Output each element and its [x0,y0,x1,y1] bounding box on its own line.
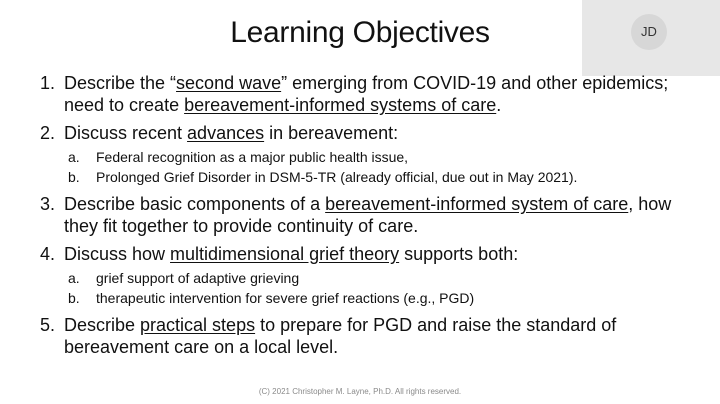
objective-text: Describe basic components of a bereavement-informed system of care, how they fit together to provide continuity of care. [64,194,672,236]
sub-item: b. Prolonged Grief Disorder in DSM-5-TR (already official, due out in May 2021). [68,169,578,185]
copyright-footer: (C) 2021 Christopher M. Layne, Ph.D. All rights reserved. [258,387,462,396]
underlined-term: bereavement-informed systems of care [184,95,497,115]
objective-item-1 [40,72,700,116]
objective-item-3 [40,193,700,237]
objective-number: 3. [40,194,56,214]
objectives-list [40,72,700,364]
sub-list [64,268,700,308]
participant-panel [582,0,720,76]
objective-text: Describe the “second wave” emerging from COVID-19 and other epidemics; need to create bereavement-informed systems of care. [64,73,669,115]
objective-text: Describe practical steps to prepare for PGD and raise the standard of bereavement care on a local level. [64,315,617,357]
sub-list [64,147,700,187]
sub-item: a. grief support of adaptive grieving [68,270,300,286]
underlined-term: advances [187,123,265,143]
sub-item: a. Federal recognition as a major public health issue, [68,149,409,165]
objective-number: 4. [40,244,56,264]
objective-text: Discuss how multidimensional grief theory supports both: [64,244,519,264]
objective-item-2 [40,122,700,187]
underlined-term: practical steps [140,315,256,335]
underlined-term: bereavement-informed system of care [325,194,629,214]
objective-item-5 [40,314,700,358]
slide-title: Learning Objectives [230,16,490,49]
objective-number: 5. [40,315,56,335]
objective-text: Discuss recent advances in bereavement: [64,123,399,143]
sub-item: b. therapeutic intervention for severe grief reactions (e.g., PGD) [68,290,475,306]
avatar[interactable]: JD [631,14,667,50]
objective-number: 1. [40,73,56,93]
underlined-term: second wave [176,73,282,93]
objective-item-4 [40,243,700,308]
underlined-term: multidimensional grief theory [170,244,400,264]
objective-number: 2. [40,123,56,143]
